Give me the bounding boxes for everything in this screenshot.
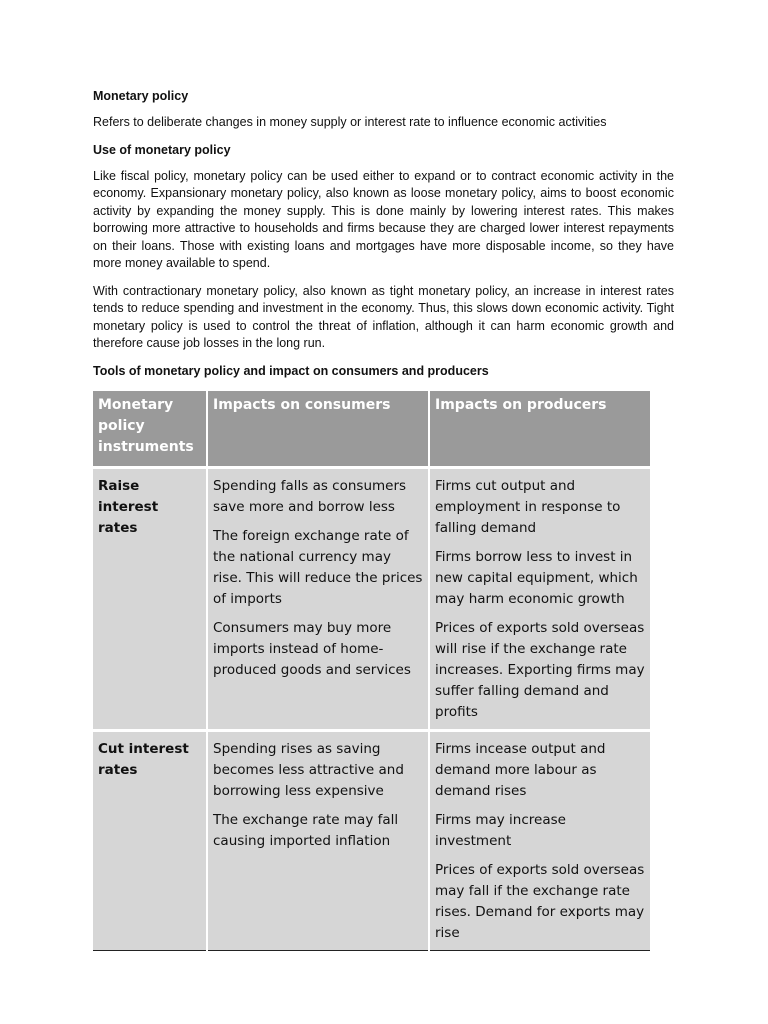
consumer-impact: The foreign exchange rate of the national currency may rise. This will reduce the prices of imports — [213, 528, 423, 607]
consumer-impact: Spending rises as saving becomes less attractive and borrowing less expensive — [213, 741, 404, 799]
header-consumers: Impacts on consumers — [207, 391, 429, 468]
table-row-raise — [93, 468, 650, 731]
section-title: Monetary policy — [93, 89, 189, 103]
policy-table-container — [93, 391, 650, 951]
consumers-cell-cut — [207, 731, 429, 951]
header-instruments: Monetary policy instruments — [93, 391, 207, 468]
use-heading: Use of monetary policy — [93, 142, 231, 157]
document-text — [93, 88, 674, 389]
tools-heading: Tools of monetary policy and impact on consumers and producers — [93, 363, 489, 378]
producer-impact: Firms cut output and employment in response to falling demand — [435, 478, 621, 536]
table-header-row — [93, 391, 650, 468]
header-producers: Impacts on producers — [429, 391, 650, 468]
producer-impact: Prices of exports sold overseas may fall if the exchange rate rises. Demand for exports may rise — [435, 862, 645, 941]
producer-impact: Firms incease output and demand more labour as demand rises — [435, 741, 606, 799]
consumer-impact: Consumers may buy more imports instead of home-produced goods and services — [213, 620, 411, 678]
contractionary-paragraph: With contractionary monetary policy, also known as tight monetary policy, an increase in interest rates tends to reduce spending and investment in the economy. Thus, this slows down economic activity. Tight monetary policy is used to control the threat of inflation, although it can harm economic growth and therefore cause job losses in the long run. — [93, 283, 674, 350]
producers-cell-cut — [429, 731, 650, 951]
producer-impact: Firms may increase investment — [435, 812, 566, 849]
consumer-impact: Spending falls as consumers save more and borrow less — [213, 478, 407, 515]
definition-text: Refers to deliberate changes in money supply or interest rate to influence economic activities — [93, 115, 607, 129]
expansionary-paragraph: Like fiscal policy, monetary policy can be used either to expand or to contract economic activity in the economy. Expansionary monetary policy, also known as loose monetary policy, aims to boost economic activity by expanding the money supply. This is done mainly by lowering interest rates. This makes borrowing more attractive to households and firms because they are charged lower interest repayments on their loans. Those with existing loans and mortgages have more disposable income, so they have more money available to spend. — [93, 168, 674, 270]
instrument-cut: Cut interest rates — [93, 731, 207, 951]
instrument-raise: Raise interest rates — [93, 468, 207, 731]
consumers-cell-raise — [207, 468, 429, 731]
policy-table — [93, 391, 650, 951]
producers-cell-raise — [429, 468, 650, 731]
producer-impact: Prices of exports sold overseas will rise if the exchange rate increases. Exporting firms may suffer falling demand and profits — [435, 620, 645, 720]
table-row-cut — [93, 731, 650, 951]
producer-impact: Firms borrow less to invest in new capital equipment, which may harm economic growth — [435, 549, 638, 607]
consumer-impact: The exchange rate may fall causing imported inflation — [213, 812, 399, 849]
